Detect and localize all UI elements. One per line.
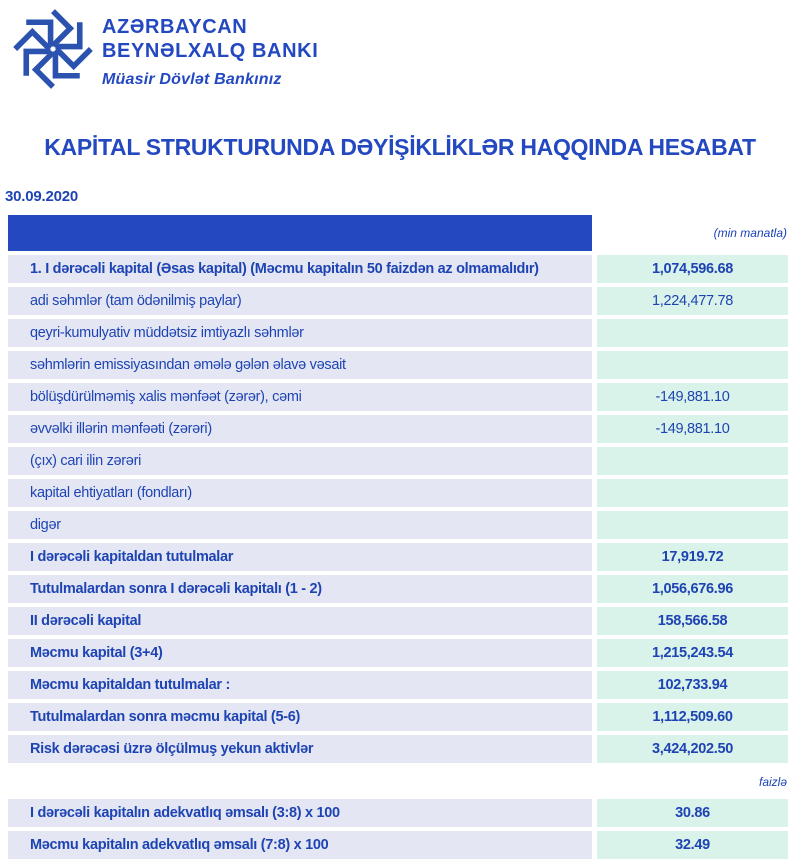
row-label: I dərəcəli kapitaldan tutulmalar bbox=[8, 543, 592, 571]
row-value: 17,919.72 bbox=[597, 543, 788, 571]
row-label: II dərəcəli kapital bbox=[8, 607, 592, 635]
row-label: 1. I dərəcəli kapital (Əsas kapital) (Məcmu kapitalın 50 faizdən az olmamalıdır) bbox=[8, 255, 592, 283]
row-value bbox=[597, 479, 788, 507]
row-value: 1,112,509.60 bbox=[597, 703, 788, 731]
table-row bbox=[8, 383, 788, 411]
row-value bbox=[597, 447, 788, 475]
row-value bbox=[597, 511, 788, 539]
row-label: səhmlərin emissiyasından əmələ gələn əlavə vəsait bbox=[8, 351, 592, 379]
row-value bbox=[597, 319, 788, 347]
row-value: -149,881.10 bbox=[597, 383, 788, 411]
report-title: KAPİTAL STRUKTURUNDA DƏYİŞİKLİKLƏR HAQQINDA HESABAT bbox=[44, 134, 756, 160]
table-row bbox=[8, 511, 788, 539]
brand-text-block bbox=[102, 6, 318, 89]
bank-name-line1: AZƏRBAYCAN bbox=[102, 16, 248, 38]
row-label: digər bbox=[8, 511, 592, 539]
row-label: kapital ehtiyatları (fondları) bbox=[8, 479, 592, 507]
ratio-row bbox=[8, 799, 788, 827]
bank-logo-icon bbox=[10, 6, 96, 92]
table-row bbox=[8, 575, 788, 603]
row-label: Risk dərəcəsi üzrə ölçülmuş yekun aktivlər bbox=[8, 735, 592, 763]
table-row bbox=[8, 351, 788, 379]
bank-name bbox=[102, 15, 318, 64]
row-label: Məcmu kapital (3+4) bbox=[8, 639, 592, 667]
table-header bbox=[8, 215, 788, 251]
brand-header bbox=[0, 0, 800, 96]
row-value: 3,424,202.50 bbox=[597, 735, 788, 763]
ratio-label: Məcmu kapitalın adekvatlıq əmsalı (7:8) x 100 bbox=[8, 831, 592, 859]
row-label: Tutulmalardan sonra I dərəcəli kapitalı (1 - 2) bbox=[8, 575, 592, 603]
table-row bbox=[8, 735, 788, 763]
table-row bbox=[8, 671, 788, 699]
row-value bbox=[597, 351, 788, 379]
row-label: bölüşdürülməmiş xalis mənfəət (zərər), cəmi bbox=[8, 383, 592, 411]
row-label: əvvəlki illərin mənfəəti (zərəri) bbox=[8, 415, 592, 443]
table-row bbox=[8, 255, 788, 283]
row-value: 102,733.94 bbox=[597, 671, 788, 699]
bank-name-line2: BEYNƏLXALQ BANKI bbox=[102, 40, 319, 63]
bank-tagline: Müasir Dövlət Bankınız bbox=[102, 70, 282, 88]
table-row bbox=[8, 607, 788, 635]
row-label: Məcmu kapitaldan tutulmalar : bbox=[8, 671, 592, 699]
unit-note: (min manatla) bbox=[713, 226, 787, 240]
table-row bbox=[8, 319, 788, 347]
table-row bbox=[8, 703, 788, 731]
row-value: -149,881.10 bbox=[597, 415, 788, 443]
row-value: 158,566.58 bbox=[597, 607, 788, 635]
table-row bbox=[8, 543, 788, 571]
row-value: 1,056,676.96 bbox=[597, 575, 788, 603]
row-label: (çıx) cari ilin zərəri bbox=[8, 447, 592, 475]
row-value: 1,074,596.68 bbox=[597, 255, 788, 283]
ratio-value: 30.86 bbox=[597, 799, 788, 827]
table-row bbox=[8, 479, 788, 507]
table-row bbox=[8, 415, 788, 443]
report-date: 30.09.2020 bbox=[5, 188, 79, 205]
row-label: Tutulmalardan sonra məcmu kapital (5-6) bbox=[8, 703, 592, 731]
table-row bbox=[8, 447, 788, 475]
ratio-value: 32.49 bbox=[597, 831, 788, 859]
percent-note-row bbox=[8, 767, 788, 797]
row-label: qeyri-kumulyativ müddətsiz imtiyazlı səhmlər bbox=[8, 319, 592, 347]
ratio-row bbox=[8, 831, 788, 859]
row-label: adi səhmlər (tam ödənilmiş paylar) bbox=[8, 287, 592, 315]
row-value: 1,215,243.54 bbox=[597, 639, 788, 667]
capital-structure-table bbox=[8, 215, 788, 859]
ratio-label: I dərəcəli kapitalın adekvatlıq əmsalı (3:8) x 100 bbox=[8, 799, 592, 827]
row-value: 1,224,477.78 bbox=[597, 287, 788, 315]
table-header-bar bbox=[8, 215, 592, 251]
percent-note: faizlə bbox=[758, 775, 787, 789]
table-row bbox=[8, 287, 788, 315]
table-row bbox=[8, 639, 788, 667]
